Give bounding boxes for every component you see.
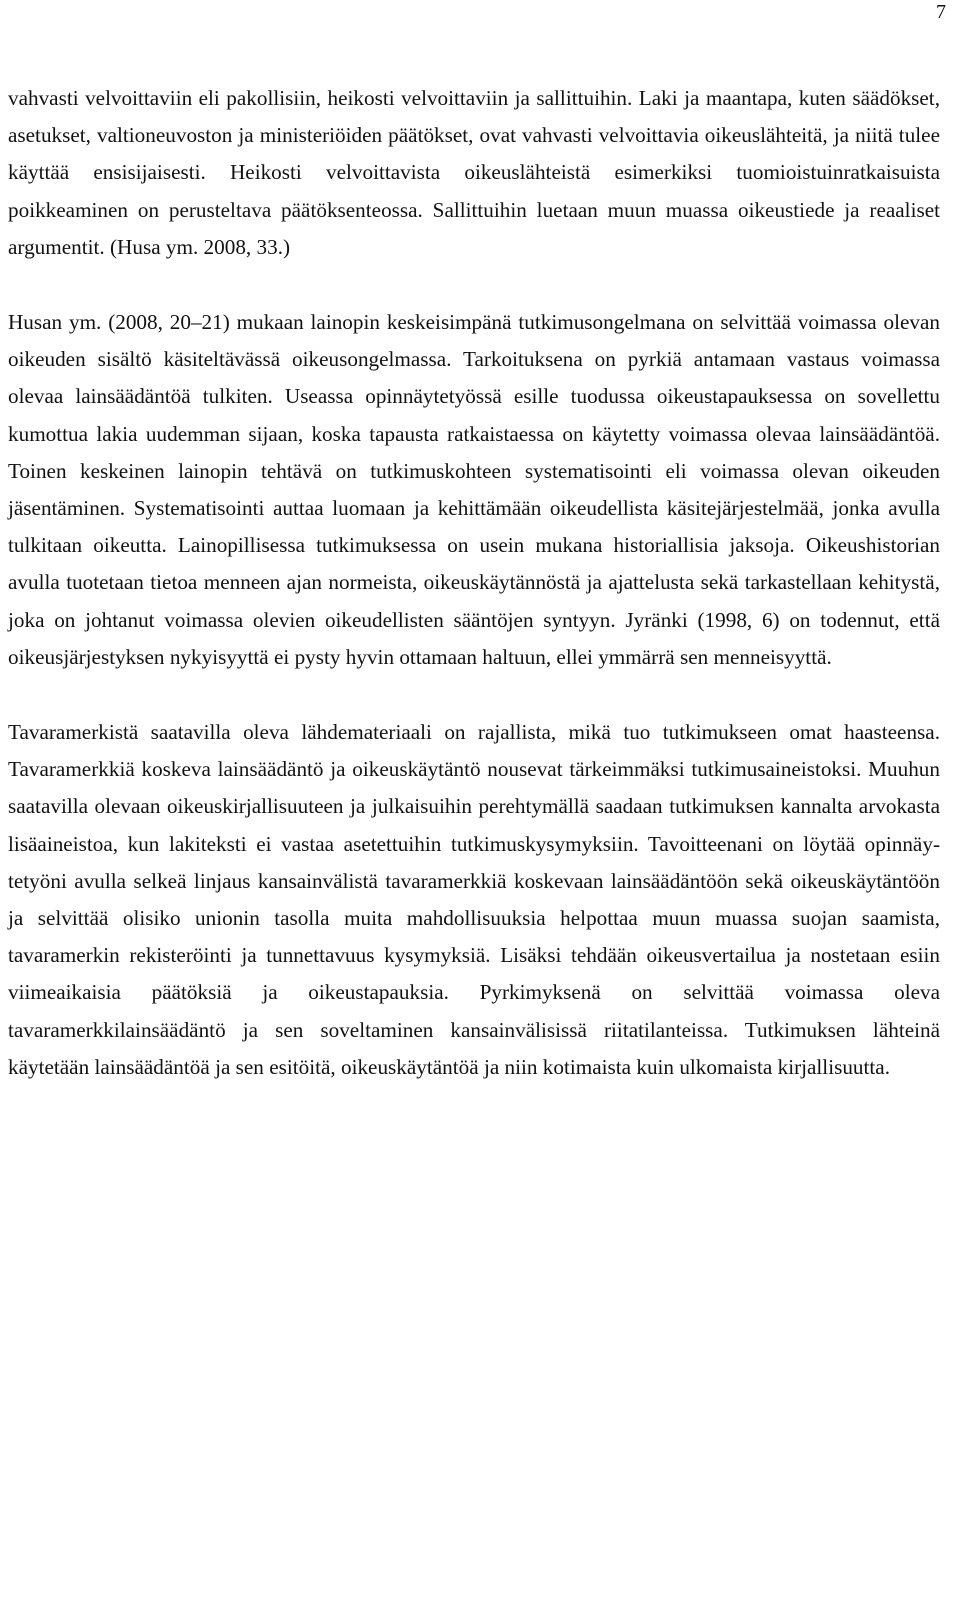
paragraph-research-material: Tavaramerkistä saatavilla oleva lähdemateriaali on rajallista, mikä tuo tutkimukseen omat haasteensa. Tavaramerkkiä koskeva lainsäädäntö ja oikeuskäytäntö nousevat tärkeimmäksi tutkimusaineistoksi. Muuhun saatavilla olevaan oikeuskirjallisuuteen ja julkaisuihin perehtymällä saadaan tutkimuksen kannalta arvokasta lisäaineistoa, kun lakiteksti ei vastaa asetettuihin tutkimuskysymyksiin. Tavoitteenani on löytää opinnäytetyöni avulla selkeä linjaus kansainvälistä tavaramerkkiä koskevaan lainsäädäntöön sekä oikeuskäytäntöön ja selvittää olisiko unionin tasolla muita mahdollisuuksia helpottaa muun muassa suojan saamista, tavaramerkin rekisteröinti ja tunnettavuus kysymyksiä. Lisäksi tehdään oikeusvertailua ja nostetaan esiin viimeaikaisia päätöksiä ja oikeustapauksia. Pyrkimyksenä on selvittää voimassa oleva tavaramerkkilainsäädäntö ja sen soveltaminen kansainvälisissä riitatilanteissa. Tutkimuksen lähteinä käytetään lainsäädäntöä ja sen esitöitä, oikeuskäytäntöä ja niin kotimaista kuin ulkomaista kirjallisuutta. [8, 720, 940, 1079]
document-body [8, 80, 940, 1086]
paragraph-legal-dogmatics: Husan ym. (2008, 20–21) mukaan lainopin keskeisimpänä tutkimusongelmana on selvittää voimassa olevan oikeuden sisältö käsiteltävässä oikeusongelmassa. Tarkoituksena on pyrkiä antamaan vastaus voimassa olevaa lainsäädäntöä tulkiten. Useassa opinnäytetyössä esille tuodussa oikeustapauksessa on sovellettu kumottua lakia uudemman sijaan, koska tapausta ratkaistaessa on käytetty voimassa olevaa lainsäädäntöä. Toinen keskeinen lainopin tehtävä on tutkimuskohteen systematisointi eli voimassa olevan oikeuden jäsentäminen. Systematisointi auttaa luomaan ja kehittämään oikeudellista käsitejärjestelmää, jonka avulla tulkitaan oikeutta. Lainopillisessa tutkimuksessa on usein mukana historiallisia jaksoja. Oikeushistorian avulla tuotetaan tietoa menneen ajan normeista, oikeuskäytännöstä ja ajattelusta sekä tarkastellaan kehitystä, joka on johtanut voimassa olevien oikeudellisten sääntöjen syntyyn. Jyränki (1998, 6) on todennut, että oikeusjärjestyksen nykyisyyttä ei pysty hyvin ottamaan haltuun, ellei ymmärrä sen menneisyyttä. [8, 310, 940, 669]
paragraph-legal-sources: vahvasti velvoittaviin eli pakollisiin, heikosti velvoittaviin ja sallittuihin. Laki ja maantapa, kuten säädökset, asetukset, valtioneuvoston ja ministeriöiden päätökset, ovat vahvasti velvoittavia oikeuslähteitä, ja niitä tulee käyttää ensisijaisesti. Heikosti velvoittavista oikeuslähteistä esimerkiksi tuomioistuinratkaisuista poikkeaminen on perusteltava päätöksenteossa. Sallittuihin luetaan muun muassa oikeustiede ja reaaliset argumentit. (Husa ym. 2008, 33.) [8, 86, 940, 259]
page-number: 7 [936, 1, 946, 23]
